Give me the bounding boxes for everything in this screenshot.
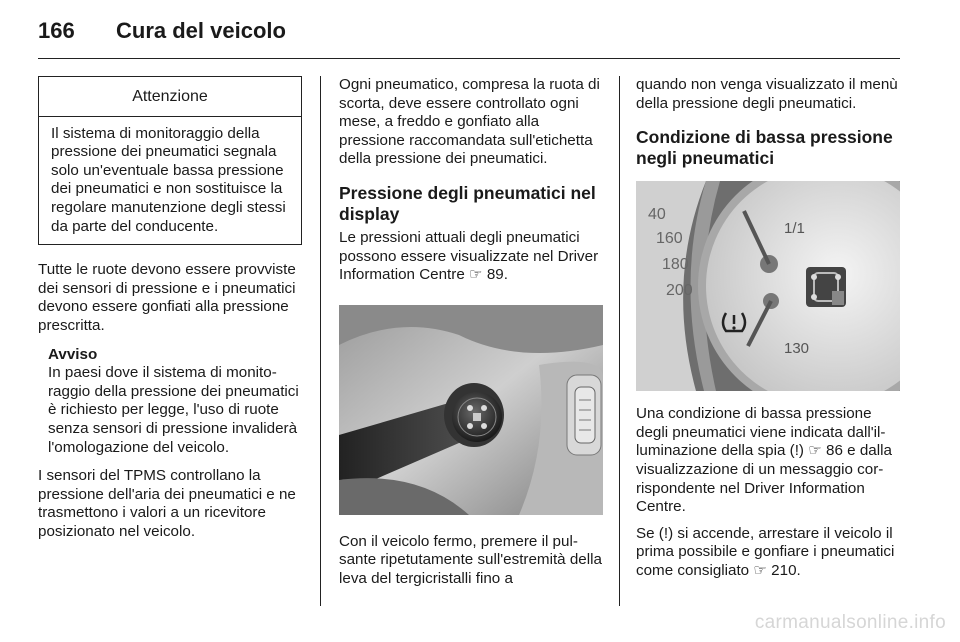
gauge-label: 130	[784, 340, 810, 358]
paragraph: Con il veicolo fermo, premere il pulsante ripetutamente sull'estremità della leva del tergicristalli fino a	[339, 532, 602, 587]
paragraph: Se (!) si accende, arrestare il veicolo il prima possibile e gonfiare i pneumatici come consigliato ☞ 210.	[636, 524, 895, 579]
warning-title: Attenzione	[39, 77, 301, 117]
column-1	[38, 76, 302, 541]
section-heading: Condizione di bassa pressione negli pneumatici	[636, 127, 893, 169]
watermark: carmanualsonline.info	[754, 612, 946, 633]
gauge-label: 180	[662, 256, 689, 274]
warning-text: Il sistema di monitoraggio della pressione dei pneumatici segnala solo un'eventuale bassa pressione dei pneumatici e non sostituisce la regolare manutenzione degli stessi da parte del conducente.	[51, 124, 286, 235]
column-divider	[619, 76, 620, 606]
paragraph: Tutte le ruote devono essere provviste dei sensori di pressione e i pneumatici devono essere gonfiati alla pressione prescritta.	[38, 261, 296, 334]
gauge-label: 1/1	[784, 220, 805, 238]
page-title: Cura del veicolo	[116, 18, 286, 43]
gauge-label: 40	[648, 206, 666, 224]
wiper-lever-photo	[339, 305, 603, 515]
gauge-label: 160	[656, 230, 683, 248]
page-number: 166	[38, 18, 75, 43]
paragraph: quando non venga visualizzato il menù della pressione degli pneumatici.	[636, 76, 898, 112]
note-block	[38, 346, 302, 458]
paragraph: Una condizione di bassa pressione degli pneumatici viene indicata dall'illuminazione della spia (!) ☞ 86 e dalla visualizzazione di un messaggio corrispondente nel Driver Information Centre.	[636, 405, 892, 516]
column-divider	[320, 76, 321, 606]
paragraph: Ogni pneumatico, compresa la ruota di scorta, deve essere controllato ogni mese, a freddo e gonfiato alla pressione raccomandata sull'etichetta della pressione dei pneumatici.	[339, 76, 600, 168]
column-3	[636, 76, 900, 581]
warning-box	[38, 76, 302, 245]
column-2	[339, 76, 603, 589]
instrument-cluster-photo	[636, 181, 900, 391]
header-rule	[38, 58, 900, 59]
note-text: In paesi dove il sistema di monitoraggio della pressione dei pneumatici è richiesto per legge, l'uso di ruote senza sensori di pressione invaliderà l'omologazione del veicolo.	[48, 364, 299, 456]
note-title: Avviso	[48, 345, 98, 363]
page-header	[38, 18, 286, 44]
section-heading: Pressione degli pneumatici nel display	[339, 182, 596, 224]
paragraph: Le pressioni attuali degli pneumatici possono essere visualizzate nel Driver Information Centre ☞ 89.	[339, 228, 599, 284]
paragraph: I sensori del TPMS controllano la pressione dell'aria dei pneumatici e ne trasmettono i valori a un ricevitore posizionato nel veicolo.	[38, 467, 296, 540]
gauge-label: 200	[666, 282, 693, 300]
